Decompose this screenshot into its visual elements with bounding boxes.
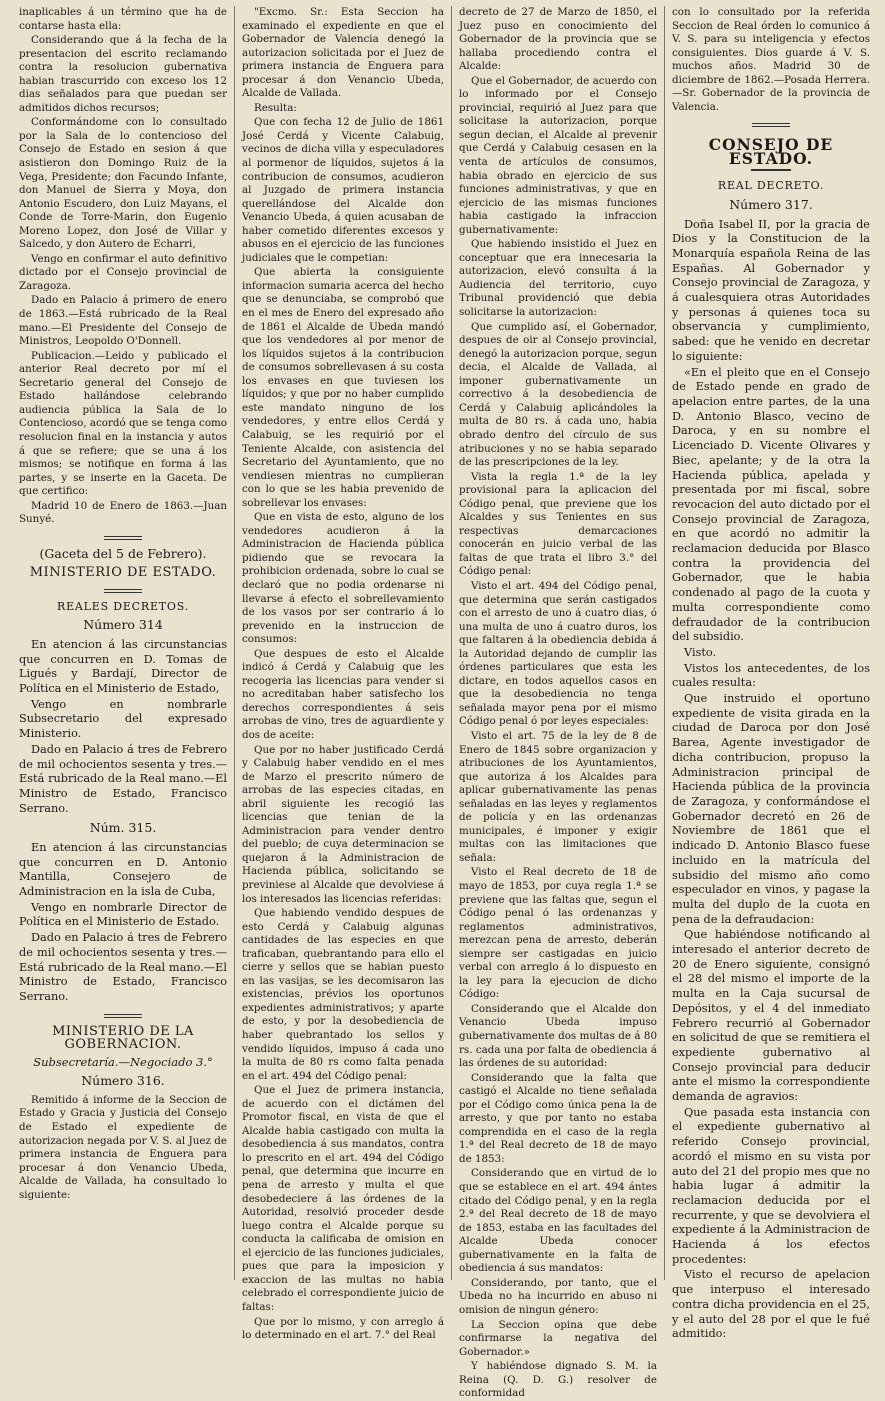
column-2 [234,6,451,1342]
paragraph: Considerando que en virtud de lo que se establece en el art. 494 ántes citado del Código penal, y en la regla 2.ª del Real decreto de 18 de mayo de 1853, estaba en las facultades del Alcalde Ubeda conocer gubernativamente en la falta de obediencia á sus mandatos: [459,1167,657,1275]
separator-ornament [672,120,870,128]
paragraph: La Seccion opina que debe confirmarse la negativa del Gobernador.» [459,1318,657,1358]
paragraph: Conformándome con lo consultado por la Sala de lo contencioso del Consejo de Estado en sesion á que asistieron don Domingo Ruiz de la Vega, Presidente; don Facundo Infante, don Manuel de Sierra y Moya, don Antonio Escudero, don Luiz Mayans, el Conde de Torre-Marin, don Eugenio Moreno Lopez, don José de Villar y Salcedo, y don Autero de Echarri, [19,116,227,251]
paragraph: Que habiendo insistido el Juez en conceptuar que era innecesaria la autorizacion, elevó consulta á la Audiencia del territorio, cuyo Tribunal providenció que debia solicitarse la autorizacion: [459,238,657,319]
paragraph: «En el pleito que en el Consejo de Estado pende en grado de apelacion entre partes, de la una D. Antonio Blasco, vecino de Daroca, y en su nombre el Licenciado D. Vicente Olivares y Biec, apelante; y de la otra la Hacienda pública, apelada y presentada por mi fiscal, sobre revocacion del auto dictado por el Consejo provincial de Zaragoza, en que acordó no admitir la reclamacion deducida por Blasco contra la providencia del Gobernador, que le habia condenado al pago de la cuota y multa correspondiente como defraudador de la contribucion del subsidio. [672,365,870,644]
paragraph: Dado en Palacio á tres de Febrero de mil ochocientos sesenta y tres.—Está rubricado de la Real mano.—El Ministro de Estado, Francisco Serrano. [19,742,227,815]
separator-ornament [19,533,227,541]
paragraph: "Excmo. Sr.: Esta Seccion ha examinado el expediente en que el Gobernador de Valencia denegó la autorizacion solicitada por el Juez de primera instancia de Enguera para procesar á don Venancio Ubeda, Alcalde de Vallada. [242,6,444,100]
decree-number: Núm. 315. [89,820,157,836]
paragraph: Remitido á informe de la Seccion de Estado y Gracia y Justicia del Consejo de Estado el expediente de autorizacion negada por V. S. al Juez de primera instancia de Enguera para procesar á don Venancio Ubeda, Alcalde de Vallada, ha consultado lo siguiente: [19,1093,227,1201]
paragraph: con lo consultado por la referida Seccion de Real órden lo comunico á V. S. para su inteligencia y efectos consiguientes. Dios guarde á V. S. muchos años. Madrid 30 de diciembre de 1862.—Posada Herrera.—Sr. Gobernador de la provincia de Valencia. [672,6,870,113]
paragraph: Que el Juez de primera instancia, de acuerdo con el dictámen del Promotor fiscal, en vista de que el Alcalde habia castigado con multa la desobediencia á sus mandatos, contra lo prescrito en el art. 494 del Código penal, que determina que incurre en pena de arresto y multa el que desobedeciere á las órdenes de la Autoridad, resolvió proceder desde luego contra el Alcalde porque su conducta la calificaba de omision en el ejercicio de las funciones judiciales, pues que para la imposicion y exaccion de las multas no habia celebrado el correspondiente juicio de faltas: [242,1084,444,1313]
paragraph: En atencion á las circunstancias que concurren en D. Tomas de Ligués y Bardají, Director de Política en el Ministerio de Estado, [19,637,227,696]
paragraph: Vengo en confirmar el auto definitivo dictado por el Consejo provincial de Zaragoza. [19,252,227,292]
gaceta-date: (Gaceta del 5 de Febrero). [39,545,207,561]
section-heading-consejo: CONSEJO DE ESTADO. [708,135,834,168]
paragraph: Visto el art. 75 de la ley de 8 de Enero de 1845 sobre organizacion y atribuciones de los Ayuntamientos, que autoriza á los Alcaldes para aplicar gubernativamente las penas señaladas en las leyes y reglamentos de policía y en las ordenanzas municipales, é imponer y exigir multas con las limitaciones que señala: [459,729,657,864]
paragraph: Vengo en nombrarle Subsecretario del expresado Ministerio. [19,697,227,741]
paragraph: Vengo en nombrarle Director de Política en el Ministerio de Estado. [19,900,227,929]
paragraph: Considerando que la falta que castigó el Alcalde no tiene señalada por el Código como única pena la de arresto, y que por tanto no estaba comprendida en el caso de la regla 1.ª del Real decreto de 18 de mayo de 1853: [459,1071,657,1165]
paragraph: Dado en Palacio á tres de Febrero de mil ochocientos sesenta y tres.—Está rubricado de la Real mano.—El Ministro de Estado, Francisco Serrano. [19,931,227,1003]
paragraph: Vistos los antecedentes, de los cuales resulta: [672,661,870,690]
paragraph: Que habiéndose notificando al interesado el anterior decreto de 20 de Enero siguiente, consignó el 28 del mismo el importe de la multa en la Caja sucursal de Depósitos, y el 4 del inmediato Febrero recurrió al Gobernador en solicitud de que se remitiera el expediente gubernativo al Consejo provincial para deducir ante el mismo la correspondiente demanda de agravios: [672,928,870,1104]
visto-label: Visto. [684,645,717,659]
subsecretaria-line: Subsecretaría.—Negociado 3.° [33,1054,213,1069]
paragraph: Considerando, por tanto, que el Ubeda no ha incurrido en abuso ni omision de ningun género: [459,1276,657,1316]
paragraph: Que en vista de esto, alguno de los vendedores acudieron á la Administracion de Hacienda pública pidiendo que se revocara la prohibicion ordenada, sobre lo cual se declaró que no podia ordenarse ni llevarse á efecto el sobrellevamiento de los vasos por ser contrario á lo prevenido en la instruccion de consumos: [242,511,444,646]
paragraph: Que por no haber justificado Cerdá y Calabuig haber vendido en el mes de Marzo el prescrito número de arrobas de las especies citadas, en abril siguiente les recogió las licencias que tenian de la Administracion para vender dentro del pueblo; de cuya determinacion se quejaron á la Administracion de Hacienda pública, solicitando se previniese al Alcalde que devolviese á los interesados las licencias referidas: [242,743,444,905]
paragraph: Dado en Palacio á primero de enero de 1863.—Está rubricado de la Real mano.—El Presidente del Consejo de Ministros, Leopoldo O'Donnell. [19,294,227,348]
paragraph: Que cumplido así, el Gobernador, despues de oir al Consejo provincial, denegó la autorizacion porque, segun decia, el Alcalde de Vallada, al imponer gubernativamente un correctivo á la desobediencia de Cerdá y Calabuig aplicándoles la multa de 80 rs. á cada uno, habia obrado dentro del círculo de sus atribuciones y no se habia separado de las prescripciones de la ley. [459,320,657,469]
paragraph: Que abierta la consiguiente informacion sumaria acerca del hecho que se denunciaba, se comprobó que en el mes de Enero del expresado año de 1861 el Alcalde de Ubeda mandó que los vendedores al por menor de los líquidos sujetos á la contribucion de consumos sobrellevasen á su costa los envases en que tuviesen los líquidos; y que por no haber cumplido este mandato ninguno de los vendedores, y entre ellos Cerdá y Calabuig, se les requirió por el Teniente Alcalde, con asistencia del Secretario del Ayuntamiento, que no vendiesen mientras no cumplieran con lo que se les habia prevenido de sobrellevar los envases: [242,266,444,509]
column-4 [664,6,877,1341]
paragraph: Visto el recurso de apelacion que interpuso el interesado contra dicha providencia en el 25, y el auto del 28 por el que le fué admitido: [672,1268,870,1341]
subheading-reales-decretos: REALES DECRETOS. [57,599,189,613]
paragraph: inaplicables á un término que ha de contarse hasta ella: [19,6,227,32]
paragraph: Considerando que á la fecha de la presentacion del escrito reclamando contra la resolucion gubernativa habian trascurrido con exceso los 12 dias señalados para que puedan ser admitidos dichos recursos; [19,34,227,114]
paragraph: Que el Gobernador, de acuerdo con lo informado por el Consejo provincial, requirió al Juez para que solicitase la autorizacion, porque segun decian, el Alcalde al prevenir que Cerdá y Calabuig cesasen en la venta de artículos de consumos, habia obrado en ejercicio de sus funciones administrativas, y que en ejercicio de las mismas funciones habia castigado la infraccion gubernativamente: [459,74,657,236]
paragraph: Que con fecha 12 de Julio de 1861 José Cerdá y Vicente Calabuig, vecinos de dicha villa y especuladores al pormenor de líquidos, sujetos á la contribucion de consumos, acudieron al Juzgado de primera instancia querellándose del Alcalde don Venancio Ubeda, á quien acusaban de haber cometido diferentes excesos y abusos en el ejercicio de las funciones judiciales que le competian: [242,116,444,264]
decree-314 [19,638,227,816]
paragraph: Que instruido el oportuno expediente de visita girada en la ciudad de Daroca por don José Barea, Agente investigador de dicha contribucion, propuso la Administracion principal de Hacienda pública de la provincia de Zaragoza, y conformándose el Gobernador decretó en 26 de Noviembre de 1861 que el indicado D. Antonio Blasco fuese incluido en la matrícula del subsidio del mismo año como especulador en vinos, y pagase la multa del duplo de la cuota en pena de la defraudacion: [672,692,870,926]
paragraph: En atencion á las circunstancias que concurren en D. Antonio Mantilla, Consejero de Administracion en la isla de Cuba, [19,840,227,899]
paragraph: Madrid 10 de Enero de 1863.—Juan Sunyé. [19,499,227,526]
paragraph: Vista la regla 1.ª de la ley provisional para la aplicacion del Código penal, que previene que los Alcaldes y sus Tenientes en sus respectivas demarcaciones conocerán en juicio verbal de las faltas de que trata el libro 3.° del Código penal: [459,470,657,578]
paragraph: Que por lo mismo, y con arreglo á lo determinado en el art. 7.° del Real [242,1315,444,1342]
paragraph: Que pasada esta instancia con el expediente gubernativo al referido Consejo provincial, acordó el mismo en su vista por auto del 21 del propio mes que no habia lugar á admitir la reclamacion deducida por el recurrente, y que se devolviera el expediente á la Administracion de Hacienda á los efectos procedentes: [672,1105,870,1266]
subheading-real-decreto: REAL DECRETO. [717,179,825,193]
section-heading-estado: MINISTERIO DE ESTADO. [29,565,217,581]
paragraph: Publicacion.—Leido y publicado el anterior Real decreto por mí el Secretario general del Consejo de Estado hallándose celebrando audiencia pública la Sala de lo Contencioso, acordó que se tenga como resolucion final en la instancia y autos á que se refiere; que se una á los mismos; se notifique en forma á las partes, y se inserte en la Gaceta. De que certifico: [19,349,227,498]
separator-ornament [19,586,227,594]
decree-number: Número 317. [729,197,813,213]
paragraph: Visto el art. 494 del Código penal, que determina que serán castigados con el arresto de uno á cuatro dias, ó una multa de uno á cuatro duros, los que faltaren á la obediencia debida á la Autoridad dejando de cumplir las órdenes particulares que esta les dictare, en todos aquellos casos en que la desobediencia no tenga señalada mayor pena por el mismo Código penal ó por leyes especiales: [459,579,657,728]
paragraph: Doña Isabel II, por la gracia de Dios y la Constitucion de la Monarquía española Reina de las Españas. Al Gobernador y Consejo provincial de Zaragoza, y á cualesquiera otras Autoridades y personas á quienes toca su observancia y cumplimiento, sabed: que he venido en decretar lo siguiente: [672,217,870,363]
column-3 [451,6,664,1400]
decree-number: Número 314 [83,617,163,633]
separator-ornament [19,1011,227,1019]
heading-rule [751,169,791,171]
decree-number: Número 316. [81,1073,165,1089]
paragraph: decreto de 27 de Marzo de 1850, el Juez puso en conocimiento del Gobernador de la provincia que se hallaba procediendo contra el Alcalde: [459,6,657,73]
decree-315 [19,841,227,1005]
section-heading-gobernacion: MINISTERIO DE LA GOBERNACION. [52,1023,194,1053]
paragraph: Que despues de esto el Alcalde indicó á Cerdá y Calabuig que les recogeria las licencias para vender si no acreditaban haber satisfecho los derechos correspondientes á seis arrobas de vino, tres de aguardiente y dos de aceite: [242,647,444,741]
paragraph: Y habiéndose dignado S. M. la Reina (Q. D. G.) resolver de conformidad [459,1360,657,1400]
paragraph: Considerando que el Alcalde don Venancio Ubeda impuso gubernativamente dos multas de á 80 rs. cada una por falta de obediencia á las órdenes de su autoridad: [459,1002,657,1070]
paragraph: Visto el Real decreto de 18 de mayo de 1853, por cuya regla 1.ª se previene que las faltas que, segun el Código penal ó las ordenanzas y reglamentos administrativos, merezcan pena de arresto, deberán siempre ser castigadas en juicio verbal con arreglo á lo dispuesto en la ley para la ejecucion de dicho Código: [459,866,657,1001]
column-1 [12,6,234,1280]
paragraph: Que habiendo vendido despues de esto Cerdá y Calabuig algunas cantidades de las especies en que traficaban, quebrantando para ello el cierre y sellos que se habian puesto en las vasijas, se les decomisaron las existencias, prévios los oportunos expedientes administrativos; y aparte de esto, y por la desobediencia de haber quebrantado los sellos y vendido líquidos, impuso á cada uno la multa de 80 rs como falta penada en el art. 494 del Código penal: [242,907,444,1082]
decree-317 [672,218,870,1342]
resulta-label: Resulta: [254,101,297,114]
